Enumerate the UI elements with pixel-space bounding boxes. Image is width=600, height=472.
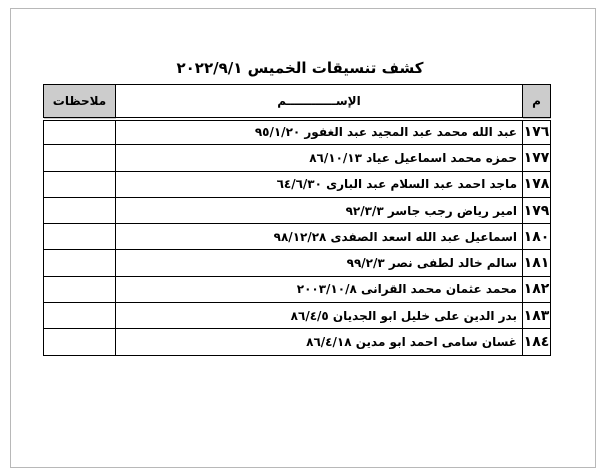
row-name: اسماعيل عبد الله اسعد الصفدى ٩٨/١٢/٢٨ bbox=[116, 224, 523, 250]
row-notes bbox=[44, 171, 116, 197]
table-row bbox=[44, 197, 551, 223]
row-name: غسان سامى احمد ابو مدين ٨٦/٤/١٨ bbox=[116, 329, 523, 355]
row-number: ١٧٦ bbox=[523, 119, 551, 145]
table-row bbox=[44, 250, 551, 276]
table-row bbox=[44, 224, 551, 250]
header-name: الإســــــــــــم bbox=[116, 85, 523, 119]
row-number: ١٧٩ bbox=[523, 197, 551, 223]
row-name: عبد الله محمد عبد المجيد عبد الغفور ٩٥/١/٢٠ bbox=[116, 119, 523, 145]
row-number: ١٨٢ bbox=[523, 276, 551, 302]
row-number: ١٨٤ bbox=[523, 329, 551, 355]
table-row bbox=[44, 171, 551, 197]
document-title: كشف تنسيقات الخميس ٢٠٢٢/٩/١ bbox=[176, 59, 424, 77]
row-number: ١٨٣ bbox=[523, 303, 551, 329]
row-number: ١٨١ bbox=[523, 250, 551, 276]
row-notes bbox=[44, 145, 116, 171]
row-notes bbox=[44, 250, 116, 276]
table-row bbox=[44, 276, 551, 302]
row-name: محمد عثمان محمد القرانى ٢٠٠٣/١٠/٨ bbox=[116, 276, 523, 302]
table-row bbox=[44, 119, 551, 145]
row-notes bbox=[44, 224, 116, 250]
row-notes bbox=[44, 303, 116, 329]
roster-table bbox=[43, 84, 551, 356]
table-row bbox=[44, 329, 551, 355]
header-notes: ملاحظات bbox=[44, 85, 116, 119]
row-notes bbox=[44, 119, 116, 145]
table-row bbox=[44, 303, 551, 329]
row-number: ١٧٧ bbox=[523, 145, 551, 171]
row-notes bbox=[44, 329, 116, 355]
row-number: ١٨٠ bbox=[523, 224, 551, 250]
row-notes bbox=[44, 276, 116, 302]
row-name: سالم خالد لطفى نصر ٩٩/٢/٣ bbox=[116, 250, 523, 276]
header-number: م bbox=[523, 85, 551, 119]
row-name: ماجد احمد عبد السلام عبد البارى ٦٤/٦/٣٠ bbox=[116, 171, 523, 197]
table-header-row bbox=[44, 85, 551, 119]
table-row bbox=[44, 145, 551, 171]
row-notes bbox=[44, 197, 116, 223]
row-name: حمزه محمد اسماعيل عياد ٨٦/١٠/١٣ bbox=[116, 145, 523, 171]
row-name: بدر الدين على خليل ابو الجديان ٨٦/٤/٥ bbox=[116, 303, 523, 329]
row-name: امير رياض رجب جاسر ٩٢/٣/٣ bbox=[116, 197, 523, 223]
row-number: ١٧٨ bbox=[523, 171, 551, 197]
